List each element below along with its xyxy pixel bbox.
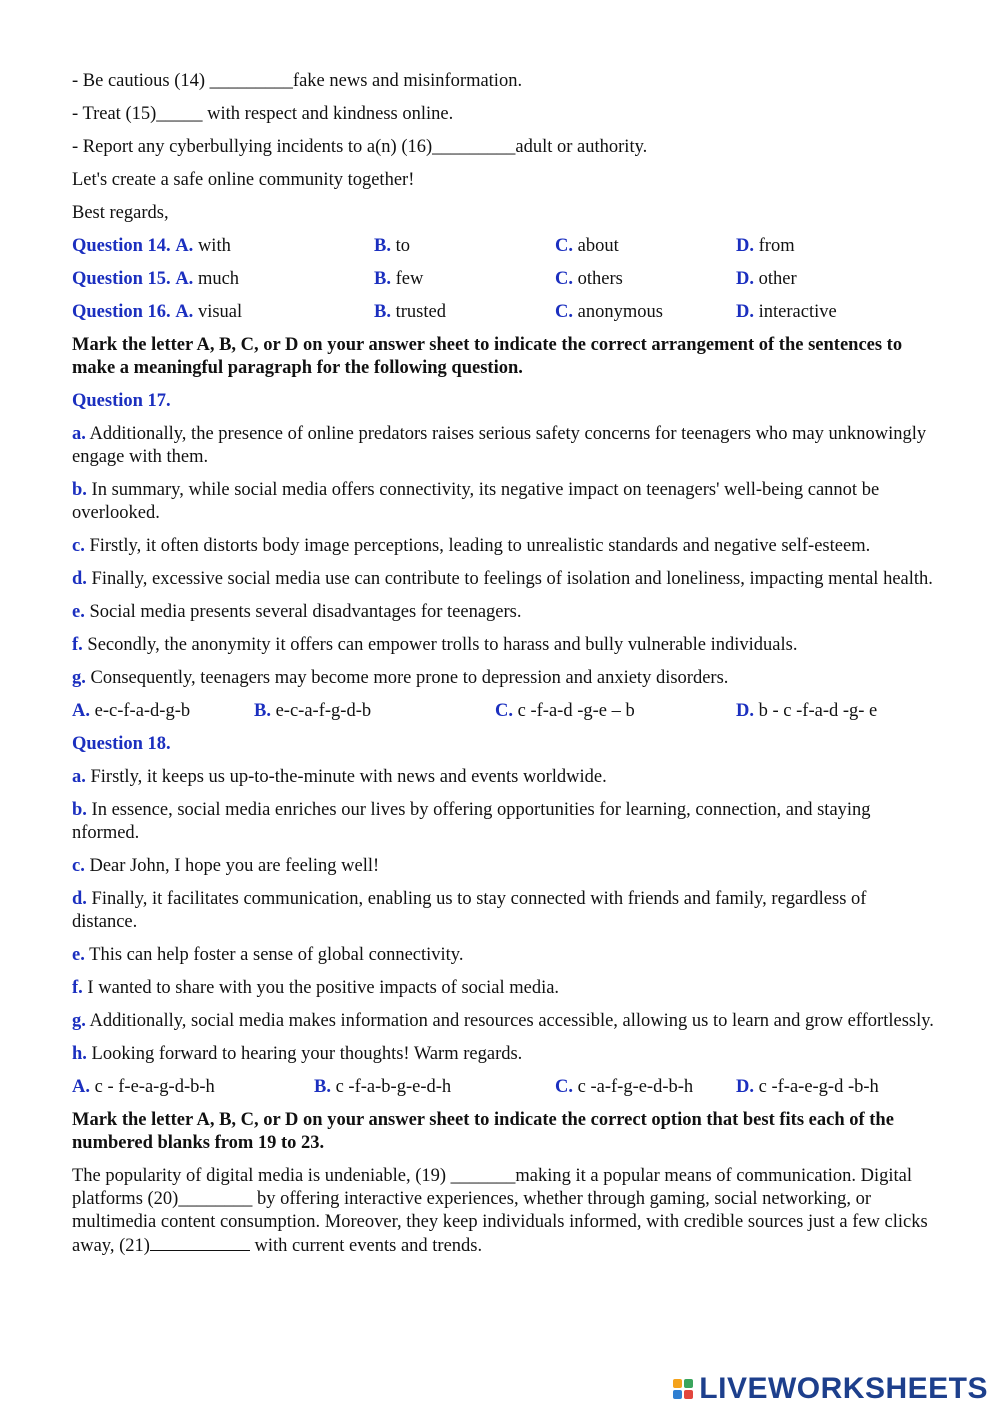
question-17-title: Question 17.	[72, 391, 171, 411]
passage-text: The popularity of digital media is undeniable, (19) _______making it a popular means of communication. Digital platforms (20)________ by offering interactive experiences, whether through gaming, social networking, or multimedia content consumption. Moreover, they keep individuals informed, with credible sources just a few clicks away, (21)	[72, 1166, 928, 1256]
option-letter: D.	[736, 1077, 754, 1097]
sentence-item	[72, 855, 934, 878]
sentence-item	[72, 1010, 934, 1033]
option-letter: D.	[736, 302, 754, 322]
option-text[interactable]: others	[577, 269, 623, 289]
sentence-letter: g.	[72, 1011, 86, 1031]
option-letter: C.	[555, 269, 573, 289]
sentence-letter: c.	[72, 856, 85, 876]
instruction-blanks: Mark the letter A, B, C, or D on your answer sheet to indicate the correct option that best fits each of the numbered blanks from 19 to 23.	[72, 1110, 894, 1153]
option-text[interactable]: from	[758, 236, 795, 256]
intro-line: Best regards,	[72, 203, 169, 223]
sentence-text: In summary, while social media offers connectivity, its negative impact on teenagers' well-being cannot be overlooked.	[72, 480, 880, 523]
sentence-letter: d.	[72, 569, 87, 589]
sentence-text: Additionally, the presence of online predators raises serious safety concerns for teenagers who may unknowingly engage with them.	[72, 424, 927, 467]
sentence-text: I wanted to share with you the positive impacts of social media.	[87, 978, 560, 998]
option-text[interactable]: visual	[197, 302, 243, 322]
question-label: Question 14.	[72, 236, 171, 256]
sentence-item	[72, 799, 934, 845]
intro-line: - Treat (15)_____ with respect and kindness online.	[72, 104, 454, 124]
option-text[interactable]: anonymous	[577, 302, 663, 322]
option-letter: C.	[495, 701, 513, 721]
option-text[interactable]: to	[395, 236, 410, 256]
option-text[interactable]: e-c-a-f-g-d-b	[275, 701, 372, 721]
passage	[72, 1165, 934, 1258]
option-letter: D.	[736, 236, 754, 256]
option-letter: C.	[555, 302, 573, 322]
sentence-letter: g.	[72, 668, 86, 688]
option-text[interactable]: e-c-f-a-d-g-b	[94, 701, 191, 721]
option-letter: B.	[374, 236, 391, 256]
question-18-options	[72, 1076, 934, 1099]
option-letter: C.	[555, 1077, 573, 1097]
option-letter: A.	[175, 302, 194, 322]
sentence-item	[72, 535, 934, 558]
sentence-text: Finally, excessive social media use can contribute to feelings of isolation and loneliness, impacting mental health.	[91, 569, 933, 589]
question-label: Question 15.	[72, 269, 171, 289]
sentence-text: Secondly, the anonymity it offers can empower trolls to harass and bully vulnerable individuals.	[87, 635, 798, 655]
option-letter: B.	[374, 302, 391, 322]
sentence-text: Firstly, it keeps us up-to-the-minute with news and events worldwide.	[90, 767, 607, 787]
sentence-letter: e.	[72, 602, 85, 622]
sentence-item	[72, 667, 934, 690]
sentence-item	[72, 1043, 934, 1066]
option-text[interactable]: c -a-f-g-e-d-b-h	[577, 1077, 694, 1097]
sentence-item	[72, 601, 934, 624]
question-label: Question 16.	[72, 302, 171, 322]
option-text[interactable]: few	[395, 269, 424, 289]
sentence-item	[72, 977, 934, 1000]
sentence-text: Social media presents several disadvantages for teenagers.	[89, 602, 522, 622]
sentence-letter: f.	[72, 978, 83, 998]
sentence-text: Finally, it facilitates communication, enabling us to stay connected with friends and family, regardless of distance.	[72, 889, 867, 932]
option-letter: C.	[555, 236, 573, 256]
sentence-text: In essence, social media enriches our lives by offering opportunities for learning, connection, and staying nformed.	[72, 800, 871, 843]
sentence-letter: a.	[72, 424, 86, 444]
blank-21-input[interactable]	[150, 1234, 250, 1251]
option-text[interactable]: c -f-a-d -g-e – b	[517, 701, 635, 721]
intro-block	[72, 70, 934, 225]
option-letter: D.	[736, 701, 754, 721]
sentence-item	[72, 568, 934, 591]
sentence-letter: c.	[72, 536, 85, 556]
sentence-item	[72, 423, 934, 469]
option-text[interactable]: with	[197, 236, 231, 256]
instruction-arrange: Mark the letter A, B, C, or D on your answer sheet to indicate the correct arrangement of the sentences to make a meaningful paragraph for the following question.	[72, 335, 903, 378]
option-letter: B.	[314, 1077, 331, 1097]
sentence-text: This can help foster a sense of global connectivity.	[89, 945, 464, 965]
option-text[interactable]: b - c -f-a-d -g- e	[758, 701, 878, 721]
option-text[interactable]: trusted	[395, 302, 446, 322]
question-17-options	[72, 700, 934, 723]
sentence-letter: f.	[72, 635, 83, 655]
intro-line: Let's create a safe online community together!	[72, 170, 415, 190]
option-letter: A.	[175, 236, 194, 256]
intro-line: - Be cautious (14) _________fake news and misinformation.	[72, 71, 523, 91]
brand-name: LIVEWORKSHEETS	[699, 1372, 988, 1405]
sentence-letter: b.	[72, 480, 87, 500]
option-letter: B.	[254, 701, 271, 721]
option-text[interactable]: other	[758, 269, 797, 289]
question-15-row	[72, 268, 934, 291]
sentence-text: Looking forward to hearing your thoughts! Warm regards.	[91, 1044, 523, 1064]
sentence-item	[72, 888, 934, 934]
sentence-item	[72, 479, 934, 525]
sentence-text: Firstly, it often distorts body image perceptions, leading to unrealistic standards and negative self-esteem.	[89, 536, 871, 556]
sentence-letter: a.	[72, 767, 86, 787]
option-text[interactable]: c - f-e-a-g-d-b-h	[94, 1077, 215, 1097]
option-letter: A.	[72, 1077, 90, 1097]
option-letter: A.	[175, 269, 194, 289]
option-text[interactable]: much	[197, 269, 240, 289]
sentence-text: Consequently, teenagers may become more prone to depression and anxiety disorders.	[90, 668, 729, 688]
option-letter: D.	[736, 269, 754, 289]
brand-footer	[673, 1372, 988, 1406]
option-text[interactable]: c -f-a-e-g-d -b-h	[758, 1077, 879, 1097]
sentence-text: Additionally, social media makes information and resources accessible, allowing us to learn and grow effortlessly.	[89, 1011, 934, 1031]
worksheet-page	[72, 70, 934, 1268]
sentence-text: Dear John, I hope you are feeling well!	[89, 856, 380, 876]
sentence-letter: e.	[72, 945, 85, 965]
sentence-letter: b.	[72, 800, 87, 820]
option-text[interactable]: about	[577, 236, 619, 256]
sentence-item	[72, 766, 934, 789]
question-16-row	[72, 301, 934, 324]
sentence-letter: d.	[72, 889, 87, 909]
liveworksheets-logo-icon	[673, 1379, 693, 1399]
question-18-title: Question 18.	[72, 734, 171, 754]
question-17-sentences	[72, 423, 934, 690]
option-letter: A.	[72, 701, 90, 721]
sentence-letter: h.	[72, 1044, 87, 1064]
question-18-sentences	[72, 766, 934, 1066]
question-14-row	[72, 235, 934, 258]
option-text[interactable]: c -f-a-b-g-e-d-h	[335, 1077, 452, 1097]
option-letter: B.	[374, 269, 391, 289]
intro-line: - Report any cyberbullying incidents to a(n) (16)_________adult or authority.	[72, 137, 648, 157]
sentence-item	[72, 944, 934, 967]
passage-text-end: with current events and trends.	[249, 1236, 483, 1256]
sentence-item	[72, 634, 934, 657]
option-text[interactable]: interactive	[758, 302, 837, 322]
